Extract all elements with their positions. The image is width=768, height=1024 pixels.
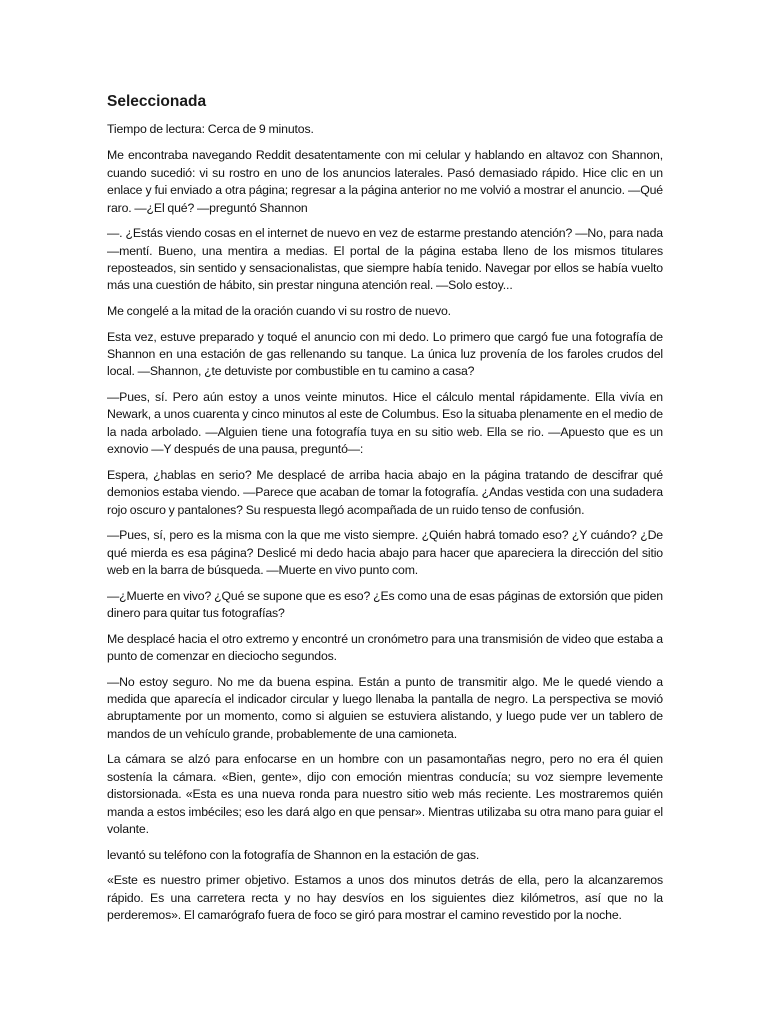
paragraph: —No estoy seguro. No me da buena espina. Están a punto de transmitir algo. Me le quedé viendo a medida que aparecía el indicador circular y luego llenaba la pantalla de negro. La perspectiva se movió abruptamente por un momento, como si alguien se estuviera alistando, y luego pude ver un tablero de mandos de un vehículo grande, probablemente de una camioneta. (107, 674, 663, 741)
document-title: Seleccionada (107, 93, 207, 110)
paragraph: Me desplacé hacia el otro extremo y encontré un cronómetro para una transmisión de video que estaba a punto de comenzar en dieciocho segundos. (107, 631, 663, 664)
paragraph: Me encontraba navegando Reddit desatentamente con mi celular y hablando en altavoz con Shannon, cuando sucedió: vi su rostro en uno de los anuncios laterales. Pasó demasiado rápido. Hice clic en un enlace y fui enviado a otra página; regresar a la página anterior no me volvió a mostrar el anuncio. —Qué raro. —¿El qué? —preguntó Shannon (107, 148, 663, 215)
document-page (107, 92, 663, 933)
paragraph: «Este es nuestro primer objetivo. Estamos a unos dos minutos detrás de ella, pero la alcanzaremos rápido. Es una carretera recta y no hay desvíos en los siguientes diez kilómetros, así que no la perderemos». El camarógrafo fuera de foco se giró para mostrar el camino revestido por la noche. (107, 873, 663, 923)
paragraph: —. ¿Estás viendo cosas en el internet de nuevo en vez de estarme prestando atención? —No, para nada —mentí. Bueno, una mentira a medias. El portal de la página estaba lleno de los mismos titulares reposteados, sin sentido y sensacionalistas, que siempre había tenido. Navegar por ellos se había vuelto más una cuestión de hábito, sin prestar ninguna atención real. —Solo estoy... (107, 226, 663, 293)
paragraph: —¿Muerte en vivo? ¿Qué se supone que es eso? ¿Es como una de esas páginas de extorsión que piden dinero para quitar tus fotografías? (107, 588, 663, 621)
paragraph: —Pues, sí, pero es la misma con la que me visto siempre. ¿Quién habrá tomado eso? ¿Y cuándo? ¿De qué mierda es esa página? Deslicé mi dedo hacia abajo para hacer que apareciera la dirección del sitio web en la barra de búsqueda. —Muerte en vivo punto com. (107, 528, 663, 578)
paragraph: levantó su teléfono con la fotografía de Shannon en la estación de gas. (107, 847, 480, 862)
paragraph: —Pues, sí. Pero aún estoy a unos veinte minutos. Hice el cálculo mental rápidamente. Ella vivía en Newark, a unos cuarenta y cinco minutos al este de Columbus. Eso la situaba plenamente en el medio de la nada arbolado. —Alguien tiene una fotografía tuya en su sitio web. Ella se rio. —Apuesto que es un exnovio —Y después de una pausa, preguntó—: (107, 390, 663, 457)
paragraph: Espera, ¿hablas en serio? Me desplacé de arriba hacia abajo en la página tratando de descifrar qué demonios estaba viendo. —Parece que acaban de tomar la fotografía. ¿Andas vestida con una sudadera rojo oscuro y pantalones? Su respuesta llegó acompañada de un ruido tenso de confusión. (107, 467, 663, 517)
paragraph: Me congelé a la mitad de la oración cuando vi su rostro de nuevo. (107, 304, 451, 319)
reading-time: Tiempo de lectura: Cerca de 9 minutos. (107, 122, 314, 136)
paragraph: Esta vez, estuve preparado y toqué el anuncio con mi dedo. Lo primero que cargó fue una fotografía de Shannon en una estación de gas rellenando su tanque. La única luz provenía de los faroles crudos del local. —Shannon, ¿te detuviste por combustible en tu camino a casa? (107, 329, 663, 379)
paragraph: La cámara se alzó para enfocarse en un hombre con un pasamontañas negro, pero no era él quien sostenía la cámara. «Bien, gente», dijo con emoción mientras conducía; su voz siempre levemente distorsionada. «Esta es una nueva ronda para nuestro sitio web más reciente. Les mostraremos quién manda a estos imbéciles; eso les dará algo en que pensar». Mientras utilizaba su otra mano para guiar el volante. (107, 752, 663, 837)
